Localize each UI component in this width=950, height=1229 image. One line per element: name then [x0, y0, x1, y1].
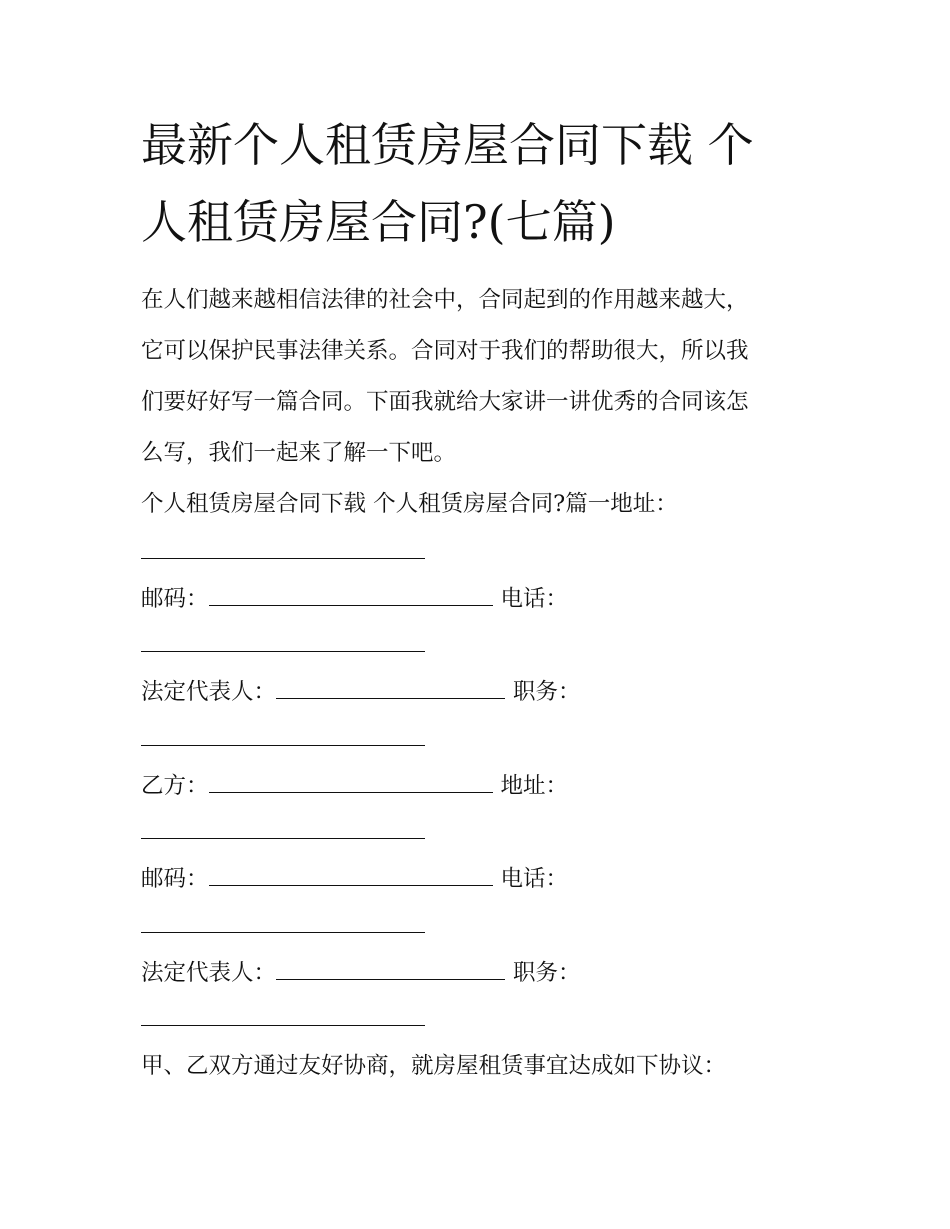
legal-rep-blank[interactable]	[276, 678, 505, 699]
intro-line-2: 它可以保护民事法律关系。合同对于我们的帮助很大，所以我	[141, 338, 749, 364]
party-a-postcode-row	[141, 584, 568, 614]
party-b-address-blank[interactable]	[141, 818, 425, 839]
party-b-postcode-row	[141, 864, 568, 894]
phone-blank[interactable]	[141, 631, 425, 652]
position-blank[interactable]	[141, 725, 425, 746]
address-blank[interactable]	[141, 538, 425, 559]
intro-line-4: 么写，我们一起来了解一下吧。	[141, 440, 457, 466]
intro-line-3: 们要好好写一篇合同。下面我就给大家讲一讲优秀的合同该怎	[141, 389, 749, 415]
party-b-row	[141, 771, 568, 801]
party-b-position-label: 职务：	[513, 960, 581, 986]
postcode-blank[interactable]	[209, 585, 493, 606]
postcode-label: 邮码：	[141, 586, 209, 612]
address-blank-row	[141, 537, 425, 567]
party-b-position-blank-row	[141, 1004, 425, 1034]
party-b-phone-blank[interactable]	[141, 912, 425, 933]
party-a-position-blank-row	[141, 724, 425, 754]
party-b-label: 乙方：	[141, 773, 209, 799]
party-b-legal-rep-row	[141, 958, 581, 988]
party-b-legal-rep-blank[interactable]	[276, 959, 505, 980]
document-title-line-2: 人租赁房屋合同?(七篇)	[141, 195, 616, 249]
party-b-phone-label: 电话：	[500, 866, 569, 892]
party-b-postcode-blank[interactable]	[209, 865, 493, 886]
intro-line-1: 在人们越来越相信法律的社会中，合同起到的作用越来越大，	[141, 287, 749, 313]
party-b-phone-blank-row	[141, 911, 425, 941]
party-b-position-blank[interactable]	[141, 1005, 425, 1026]
legal-rep-label: 法定代表人：	[141, 679, 277, 705]
section-heading: 个人租赁房屋合同下载 个人租赁房屋合同?篇一地址：	[141, 491, 678, 517]
position-label: 职务：	[513, 679, 581, 705]
party-b-address-label: 地址：	[500, 773, 569, 799]
party-b-blank[interactable]	[209, 772, 493, 793]
document-title-line-1: 最新个人租赁房屋合同下载 个	[141, 118, 754, 172]
agreement-text: 甲、乙双方通过友好协商，就房屋租赁事宜达成如下协议：	[141, 1053, 727, 1079]
party-a-phone-blank-row	[141, 630, 425, 660]
party-b-postcode-label: 邮码：	[141, 866, 209, 892]
party-a-legal-rep-row	[141, 677, 581, 707]
party-b-address-blank-row	[141, 817, 425, 847]
phone-label: 电话：	[500, 586, 569, 612]
party-b-legal-rep-label: 法定代表人：	[141, 960, 277, 986]
